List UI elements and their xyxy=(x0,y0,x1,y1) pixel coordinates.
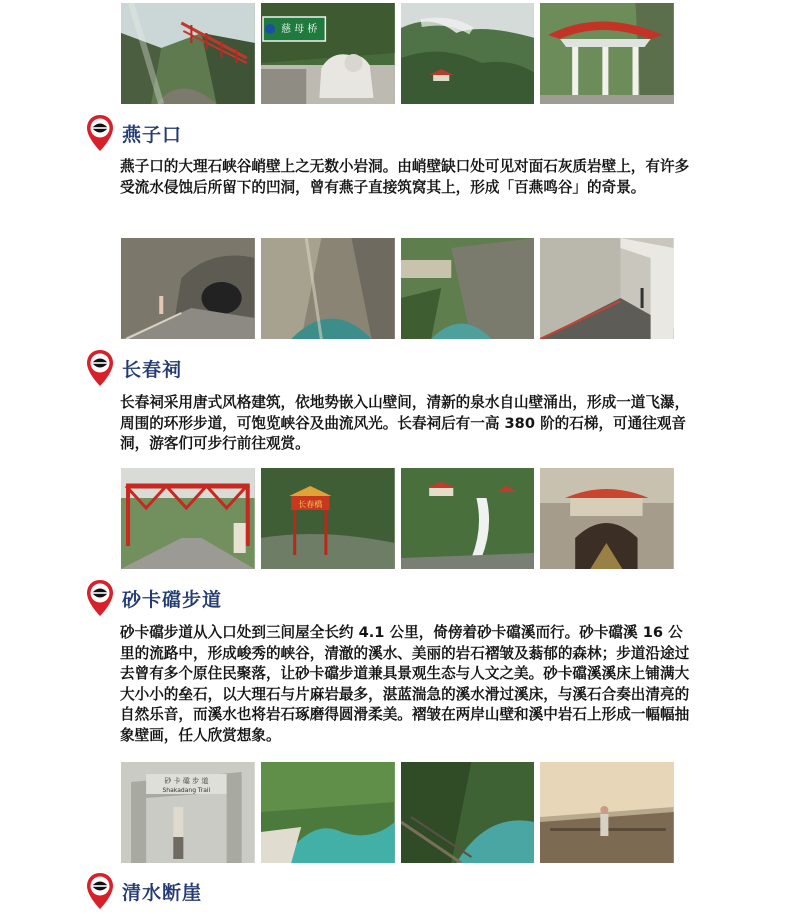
changchun-plaque-text: 长春橋 xyxy=(297,500,323,509)
location-pin-icon xyxy=(86,579,114,617)
section-title: 清水断崖 xyxy=(122,881,203,904)
photo-covered-walkway xyxy=(540,238,674,339)
photo-cliff-road-tunnel xyxy=(401,238,535,339)
section-heading-yanzikou xyxy=(86,115,182,151)
section-paragraph: 燕子口的大理石峡谷峭壁上之无数小岩洞。由峭壁缺口处可见对面石灰质岩壁上，有许多受流水侵蚀后所留下的凹洞，曾有燕子直接筑窝其上，形成「百燕鸣谷」的奇景。 xyxy=(120,158,690,196)
photo-tunnel-walkway xyxy=(121,238,255,339)
photo-cimu-bridge-lion xyxy=(261,3,395,104)
section-heading-shakadang xyxy=(86,580,222,616)
photo-tunnel-entrance xyxy=(540,468,674,569)
section-heading-qingshui xyxy=(86,873,202,909)
bridge-sign-text: 慈 母 桥 xyxy=(280,24,318,35)
photo-changchun-waterfall xyxy=(401,468,535,569)
location-pin-icon xyxy=(86,114,114,152)
section-heading-changchunci xyxy=(86,350,182,386)
photo-row-2 xyxy=(121,238,674,339)
section-paragraph: 长春祠采用唐式风格建筑，依地势嵌入山壁间，清新的泉水自山壁涌出，形成一道飞瀑，周围的环形步道，可饱览峡谷及曲流风光。长春祠后有一高 380 阶的石梯，可通往观音洞，游客们可步行前往观赏。 xyxy=(120,394,690,452)
section-title: 长春祠 xyxy=(122,358,183,381)
photo-row-3 xyxy=(121,468,674,569)
photo-turquoise-stream xyxy=(261,762,395,863)
trail-sign-en-text: Shakadang Trail xyxy=(162,787,211,794)
section-title: 砂卡礑步道 xyxy=(122,588,223,611)
trail-sign-cn-text: 砂 卡 礑 步 道 xyxy=(164,776,209,785)
photo-red-steel-bridge xyxy=(121,468,255,569)
photo-red-bridge-gorge xyxy=(121,3,255,104)
photo-shakadang-trail-sign xyxy=(121,762,255,863)
photo-red-roof-pavilion xyxy=(540,3,674,104)
section-title: 燕子口 xyxy=(122,123,183,146)
photo-marble-gorge-river xyxy=(261,238,395,339)
location-pin-icon xyxy=(86,349,114,387)
photo-row-1 xyxy=(121,3,674,104)
photo-changchun-gate xyxy=(261,468,395,569)
section-paragraph: 砂卡礑步道从入口处到三间屋全长约 4.1 公里，倚傍着砂卡礑溪而行。砂卡礑溪 16 公里的流路中，形成峻秀的峡谷，清澈的溪水、美丽的岩石褶皱及蓊郁的森林；步道沿途过去曾有多个原住民聚落，让砂卡礑步道兼具景观生态与人文之美。砂卡礑溪溪床上铺满大大小小的垒石，以大理石与片麻岩最多，湛蓝湍急的溪水滑过溪床，与溪石合奏出清亮的自然乐音，而溪水也将岩石琢磨得圆滑柔美。褶皱在两岸山壁和溪中岩石上形成一幅幅抽象壁画，任人欣赏想象。 xyxy=(120,624,690,744)
photo-sunlit-gorge-bench xyxy=(540,762,674,863)
photo-row-4 xyxy=(121,762,674,863)
photo-cliffside-trail xyxy=(401,762,535,863)
photo-misty-mountain-pavilion xyxy=(401,3,535,104)
location-pin-icon xyxy=(86,872,114,910)
